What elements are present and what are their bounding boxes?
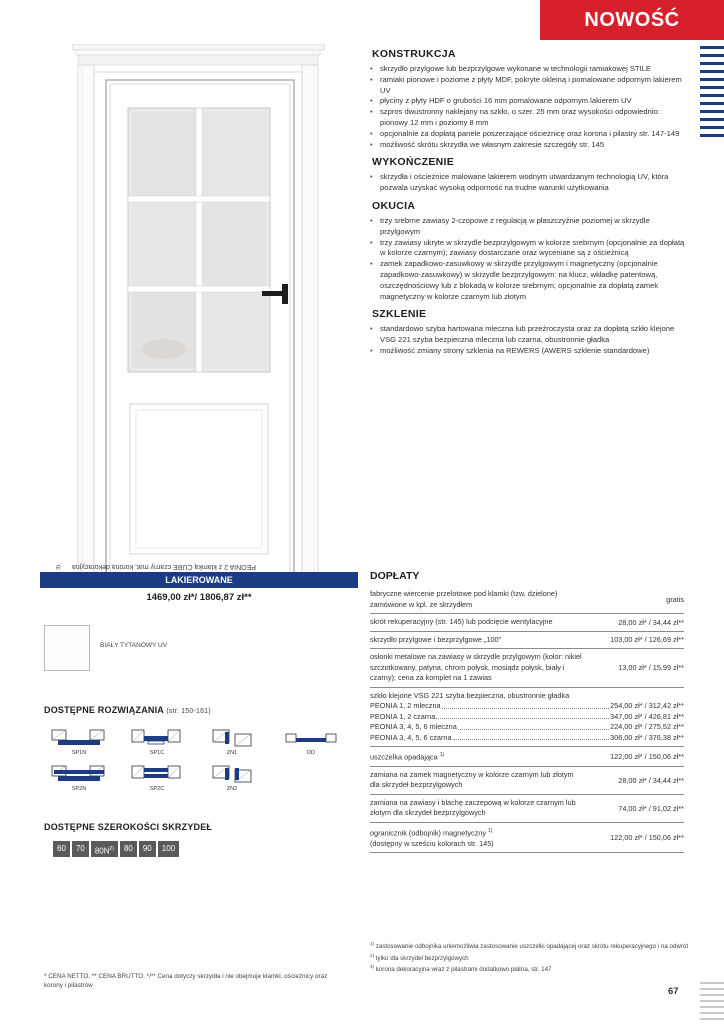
sp2n-icon <box>50 762 108 784</box>
finish-header: LAKIEROWANE <box>40 572 358 588</box>
konstrukcja-list <box>370 64 688 150</box>
section-title-wykonczenie: WYKOŃCZENIE <box>372 156 455 169</box>
width-option: 100 <box>158 841 179 857</box>
surcharges-table <box>370 586 684 853</box>
list-item: • szpros dwustronny naklejany na szkło, o szer. 25 mm oraz wysokości odpowiednio: pionowy 12 mm i poziomy 8 mm <box>370 107 688 129</box>
sp2c-icon <box>128 762 186 784</box>
section-title-okucia: OKUCIA <box>372 199 416 212</box>
color-swatch-white <box>44 625 90 671</box>
table-row: skrzydło przylgowe i bezprzylgowe „100" 103,00 zł* / 126,69 zł** <box>370 632 684 650</box>
list-item: • trzy srebrne zawiasy 2-czopowe z regulacją w płaszczyźnie poziomej w skrzydle przylgowym <box>370 216 688 238</box>
list-item: • możliwość zmiany strony szklenia na REWERS (AWERS szklenie standardowe) <box>370 346 688 357</box>
table-row: uszczelka opadająca $^{1)}$ 122,00 zł* / 150,06 zł** <box>370 747 684 767</box>
footnote: $^{1)}$ zastosowanie odbojnika uniemożliwia zastosowanie uszczelki opadającej oraz skrótu rekuperacyjnego i na odwrót <box>370 941 689 951</box>
footnote: $^{2)}$ tylko dla skrzydeł bezprzylgowych <box>370 952 469 962</box>
glass-line: PEONIA 1, 2 czarna 347,00 zł* / 426,81 zł** <box>370 711 684 721</box>
list-item: • skrzydło przylgowe lub bezprzylgowe wykonane w technologii ramiakowej STILE <box>370 64 688 75</box>
szklenie-list <box>370 324 688 356</box>
list-item: • możliwość skrótu skrzydła we własnym zakresie szczegóły str. 145 <box>370 140 688 151</box>
dd-icon <box>282 726 340 748</box>
glass-line: PEONIA 3, 4, 5, 6 czarna 306,00 zł* / 376,38 zł** <box>370 732 684 742</box>
list-item: • ramiaki pionowe i poziome z płyty MDF, pokryte okleiną i pomalowane odpornym lakierem UV <box>370 75 688 97</box>
table-row-glass <box>370 688 684 748</box>
wykonczenie-list <box>370 172 688 194</box>
width-options <box>53 841 179 857</box>
list-item: • skrzydła i ościeżnice malowane lakierem wodnym utwardzanym technologią UV, która pozwala uzyskać wysoką odporność na trudne warunki użytkowania <box>370 172 688 194</box>
color-swatch-label: BIAŁY TYTANOWY UV <box>100 642 168 649</box>
door-illustration <box>72 44 332 574</box>
width-option: 80 <box>120 841 137 857</box>
decorative-stripes-bottom <box>700 982 724 1024</box>
list-item: • zamek zapadkowo-zasuwkowy w skrzydle przylgowym i magnetyczny (opcjonalnie zapadkowo-zasuwkowy) w skrzydle bezprzylgowym: na klucz, wkładkę patentową, oszczędnościowy lub z blokadą w kolorze srebrnym; opcjonalnie za dopłatą zamek magnetyczny w kolorze czarnym lub złotym <box>370 259 688 302</box>
table-row: ogranicznik (odbojnik) magnetyczny $^{1)}$ (dostępny w sześciu kolorach str. 145) 122,00 zł* / 150,06 zł** <box>370 823 684 853</box>
footnotes <box>370 940 690 975</box>
zn2-icon <box>203 762 261 784</box>
footnote: $^{3)}$ korona dekoracyjna wraz z pilastrami dodatkowo płatna, str. 147 <box>370 964 552 974</box>
page-number: 67 <box>668 986 679 997</box>
door-drawing <box>72 44 332 574</box>
solution-sp1c: SP1C <box>128 726 186 760</box>
solutions-title: DOSTĘPNE ROZWIĄZANIA (str. 150-161) <box>44 705 211 715</box>
solution-sp2c: SP2C <box>128 762 186 796</box>
solution-zn2: ZN2 <box>203 762 261 796</box>
surcharges-title: DOPŁATY <box>370 570 420 582</box>
table-row: fabryczne wiercenie przelotowe pod klamki (tzw. dzielone) zamówione w kpl. ze skrzydłem gratis <box>370 586 684 614</box>
zn1-icon <box>203 726 261 748</box>
solution-zn1: ZN1 <box>203 726 261 760</box>
table-row: zamiana na zawiasy i blachę zaczepową w kolorze czarnym lub złotym dla skrzydeł bezprzylgowych 74,00 zł* / 91,02 zł** <box>370 795 684 823</box>
list-item: • standardowo szyba hartowana mleczna lub przeźroczysta oraz za dopłatą szkło klejone VSG 221 szyba bezpieczna mleczna lub czarna, obustronnie gładka <box>370 324 688 346</box>
list-item: • trzy zawiasy ukryte w skrzydle bezprzylgowym w kolorze srebrnym (opcjonalnie za dopłatą w kolorze czarnym); zawiasy dostarczane oraz wyceniane są z ościeżnicą <box>370 238 688 260</box>
door-caption: PEONIA 2 z klamką CUBE czarny mat, korona dekoracyjna $^{3)}$ <box>56 563 256 570</box>
widths-title: DOSTĘPNE SZEROKOŚCI SKRZYDEŁ <box>44 822 213 832</box>
glass-line: PEONIA 1, 2 mleczna 254,00 zł* / 312,42 zł** <box>370 701 684 710</box>
width-option: $80N^{2)}$ <box>91 841 118 857</box>
list-item: • płyciny z płyty HDF o grubości 16 mm pomalowane odpornym lakierem UV <box>370 96 688 107</box>
solution-dd: DD <box>282 726 340 760</box>
glass-line: PEONIA 3, 4, 5, 6 mleczna 224,00 zł* / 275,52 zł** <box>370 722 684 731</box>
table-row: zamiana na zamek magnetyczny w kolorze czarnym lub złotym dla skrzydeł bezprzylgowych 28,00 zł* / 34,44 zł** <box>370 767 684 795</box>
specification-column <box>370 42 688 357</box>
list-item: • opcjonalnie za dopłatą panele poszerzające ościeżnicę oraz korona i pilastry str. 147-149 <box>370 129 688 140</box>
okucia-list <box>370 216 688 302</box>
sp1n-icon <box>50 726 108 748</box>
table-row: osłonki metalowe na zawiasy w skrzydle przylgowym (kolor: nikiel szczotkowany, patyna, chrom połysk, mosiądz połysk, biały i czarny); cena za komplet na 1 zawias 13,00 zł* / 15,99 zł** <box>370 649 684 688</box>
table-row: skrót rekuperacyjny (str. 145) lub podcięcie wentylacyjne 28,00 zł* / 34,44 zł** <box>370 614 684 632</box>
price-note: * CENA NETTO, ** CENA BRUTTO, */** Cena dotyczy skrzydła i nie obejmuje klamki, ościeżnicy oraz korony i pilastrów <box>44 973 328 989</box>
solution-sp1n: SP1N <box>50 726 108 760</box>
new-badge: NOWOŚĆ <box>540 0 724 40</box>
decorative-stripes <box>700 46 724 142</box>
sp1c-icon <box>128 726 186 748</box>
width-option: 60 <box>53 841 70 857</box>
section-title-konstrukcja: KONSTRUKCJA <box>372 48 456 60</box>
finish-price: 1469,00 zł*/ 1806,87 zł** <box>146 592 252 603</box>
glass-title: szkło klejone VSG 221 szyba bezpieczna, obustronnie gładka <box>370 690 570 700</box>
width-option: 70 <box>72 841 89 857</box>
width-option: 90 <box>139 841 156 857</box>
section-title-szklenie: SZKLENIE <box>372 308 427 321</box>
solution-sp2n: SP2N <box>50 762 108 796</box>
